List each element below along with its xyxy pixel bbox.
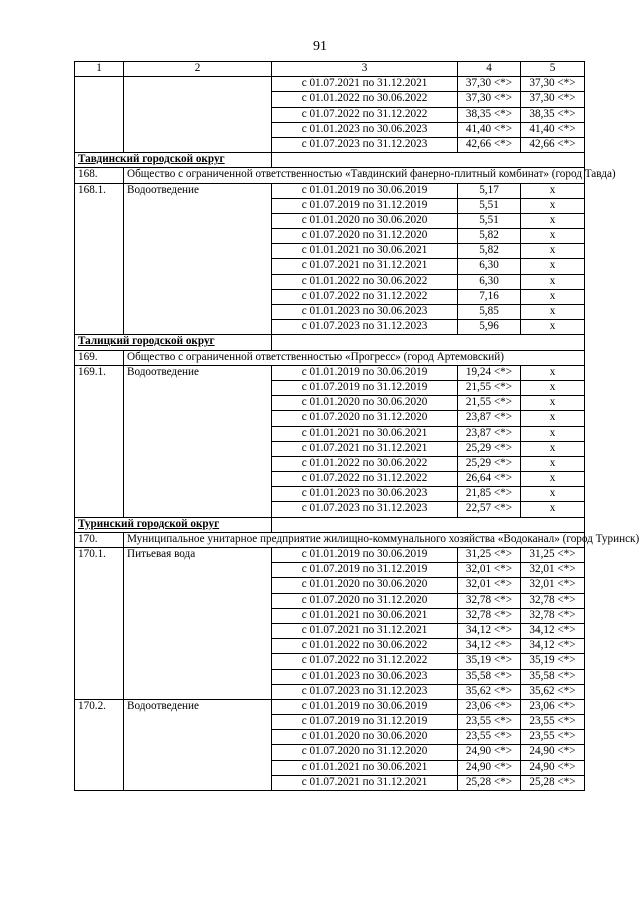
rate-cell: 25,29 <*> xyxy=(458,441,521,456)
rate-cell: 21,85 <*> xyxy=(458,487,521,502)
rate-vat-cell: x xyxy=(521,456,585,471)
rate-vat-cell: 24,90 <*> xyxy=(521,760,585,775)
period-cell: с 01.07.2019 по 31.12.2019 xyxy=(272,563,458,578)
period-cell: с 01.01.2023 по 30.06.2023 xyxy=(272,487,458,502)
period-cell: с 01.01.2019 по 30.06.2019 xyxy=(272,699,458,714)
rate-vat-cell: 42,66 <*> xyxy=(521,137,585,152)
tariff-row xyxy=(75,77,585,92)
service-number: 168.1. xyxy=(75,183,124,335)
period-cell: с 01.01.2020 по 30.06.2020 xyxy=(272,578,458,593)
rate-cell: 26,64 <*> xyxy=(458,472,521,487)
period-cell: с 01.01.2019 по 30.06.2019 xyxy=(272,365,458,380)
header-cell: 4 xyxy=(458,62,521,77)
rate-vat-cell: x xyxy=(521,426,585,441)
rate-vat-cell: x xyxy=(521,274,585,289)
region-name: Тавдинский городской округ xyxy=(75,153,272,168)
region-row xyxy=(75,153,585,168)
period-cell: с 01.07.2021 по 31.12.2021 xyxy=(272,441,458,456)
rate-cell: 23,87 <*> xyxy=(458,426,521,441)
region-name: Туринский городской округ xyxy=(75,517,272,532)
rate-cell: 21,55 <*> xyxy=(458,396,521,411)
period-cell: с 01.07.2021 по 31.12.2021 xyxy=(272,623,458,638)
rate-cell: 23,55 <*> xyxy=(458,715,521,730)
rate-cell: 6,30 xyxy=(458,274,521,289)
period-cell: с 01.07.2023 по 31.12.2023 xyxy=(272,320,458,335)
rate-vat-cell: 25,28 <*> xyxy=(521,775,585,790)
rate-vat-cell: 37,30 <*> xyxy=(521,92,585,107)
period-cell: с 01.01.2019 по 30.06.2019 xyxy=(272,548,458,563)
region-row xyxy=(75,335,585,350)
rate-cell: 32,01 <*> xyxy=(458,563,521,578)
organization-row xyxy=(75,350,585,365)
period-cell: с 01.01.2021 по 30.06.2021 xyxy=(272,244,458,259)
rate-cell: 21,55 <*> xyxy=(458,380,521,395)
period-cell: с 01.07.2021 по 31.12.2021 xyxy=(272,775,458,790)
organization-name: Муниципальное унитарное предприятие жилищно-коммунального хозяйства «Водоканал» (город Туринск) xyxy=(124,532,585,547)
page-number: 91 xyxy=(313,39,327,54)
rate-vat-cell: x xyxy=(521,487,585,502)
service-name: Питьевая вода xyxy=(124,548,272,700)
tariff-row xyxy=(75,365,585,380)
organization-name: Общество с ограниченной ответственностью «Тавдинский фанерно-плитный комбинат» (город Тавда) xyxy=(124,168,585,183)
period-cell: с 01.07.2019 по 31.12.2019 xyxy=(272,198,458,213)
period-cell: с 01.07.2022 по 31.12.2022 xyxy=(272,472,458,487)
rate-cell: 38,35 <*> xyxy=(458,107,521,122)
service-block xyxy=(75,548,585,700)
rate-cell: 31,25 <*> xyxy=(458,548,521,563)
rate-cell: 42,66 <*> xyxy=(458,137,521,152)
period-cell: с 01.07.2021 по 31.12.2021 xyxy=(272,259,458,274)
service-block xyxy=(75,183,585,335)
service-number xyxy=(75,77,124,153)
rate-vat-cell: 23,55 <*> xyxy=(521,730,585,745)
period-cell: с 01.07.2020 по 31.12.2020 xyxy=(272,411,458,426)
period-cell: с 01.01.2020 по 30.06.2020 xyxy=(272,213,458,228)
rate-cell: 19,24 <*> xyxy=(458,365,521,380)
service-number: 170.2. xyxy=(75,699,124,790)
period-cell: с 01.01.2022 по 30.06.2022 xyxy=(272,639,458,654)
continuation-block xyxy=(75,77,585,153)
organization-row xyxy=(75,168,585,183)
rate-vat-cell: x xyxy=(521,320,585,335)
period-cell: с 01.01.2020 по 30.06.2020 xyxy=(272,730,458,745)
rate-vat-cell: x xyxy=(521,183,585,198)
period-cell: с 01.07.2022 по 31.12.2022 xyxy=(272,107,458,122)
rate-cell: 32,01 <*> xyxy=(458,578,521,593)
rate-vat-cell: 35,58 <*> xyxy=(521,669,585,684)
rate-cell: 37,30 <*> xyxy=(458,92,521,107)
region-row xyxy=(75,517,585,532)
period-cell: с 01.07.2021 по 31.12.2021 xyxy=(272,77,458,92)
period-cell: с 01.07.2020 по 31.12.2020 xyxy=(272,229,458,244)
rate-cell: 6,30 xyxy=(458,259,521,274)
rate-vat-cell: x xyxy=(521,244,585,259)
tariff-row xyxy=(75,699,585,714)
rate-vat-cell: 32,78 <*> xyxy=(521,608,585,623)
period-cell: с 01.07.2023 по 31.12.2023 xyxy=(272,684,458,699)
organization-number: 168. xyxy=(75,168,124,183)
organization-number: 169. xyxy=(75,350,124,365)
rate-vat-cell: 32,78 <*> xyxy=(521,593,585,608)
service-number: 170.1. xyxy=(75,548,124,700)
period-cell: с 01.01.2019 по 30.06.2019 xyxy=(272,183,458,198)
period-cell: с 01.07.2019 по 31.12.2019 xyxy=(272,380,458,395)
tariff-row xyxy=(75,183,585,198)
rate-vat-cell: 38,35 <*> xyxy=(521,107,585,122)
rate-cell: 32,78 <*> xyxy=(458,608,521,623)
tariff-row xyxy=(75,548,585,563)
rate-cell: 41,40 <*> xyxy=(458,122,521,137)
period-cell: с 01.01.2023 по 30.06.2023 xyxy=(272,305,458,320)
service-name: Водоотведение xyxy=(124,183,272,335)
rate-vat-cell: 32,01 <*> xyxy=(521,563,585,578)
rate-vat-cell: x xyxy=(521,305,585,320)
rate-vat-cell: 23,55 <*> xyxy=(521,715,585,730)
rate-cell: 37,30 <*> xyxy=(458,77,521,92)
rate-vat-cell: x xyxy=(521,502,585,517)
rate-cell: 24,90 <*> xyxy=(458,760,521,775)
period-cell: с 01.01.2023 по 30.06.2023 xyxy=(272,122,458,137)
rate-vat-cell: x xyxy=(521,213,585,228)
period-cell: с 01.07.2020 по 31.12.2020 xyxy=(272,745,458,760)
rate-cell: 23,55 <*> xyxy=(458,730,521,745)
rate-cell: 35,62 <*> xyxy=(458,684,521,699)
rate-cell: 23,87 <*> xyxy=(458,411,521,426)
rate-cell: 25,28 <*> xyxy=(458,775,521,790)
period-cell: с 01.01.2021 по 30.06.2021 xyxy=(272,608,458,623)
rate-vat-cell: x xyxy=(521,472,585,487)
tariff-table xyxy=(74,61,640,791)
rate-vat-cell: x xyxy=(521,289,585,304)
rate-vat-cell: x xyxy=(521,441,585,456)
header-cell: 2 xyxy=(124,62,272,77)
rate-vat-cell: 24,90 <*> xyxy=(521,745,585,760)
rate-vat-cell: x xyxy=(521,411,585,426)
service-name: Водоотведение xyxy=(124,699,272,790)
period-cell: с 01.07.2019 по 31.12.2019 xyxy=(272,715,458,730)
rate-cell: 5,96 xyxy=(458,320,521,335)
service-name: Водоотведение xyxy=(124,365,272,517)
period-cell: с 01.01.2022 по 30.06.2022 xyxy=(272,456,458,471)
rate-vat-cell: x xyxy=(521,365,585,380)
header-row xyxy=(75,62,585,77)
rate-cell: 24,90 <*> xyxy=(458,745,521,760)
rate-cell: 5,82 xyxy=(458,229,521,244)
region-name: Талицкий городской округ xyxy=(75,335,272,350)
rate-vat-cell: 35,62 <*> xyxy=(521,684,585,699)
header-cell: 1 xyxy=(75,62,124,77)
rate-vat-cell: 41,40 <*> xyxy=(521,122,585,137)
period-cell: с 01.07.2023 по 31.12.2023 xyxy=(272,502,458,517)
period-cell: с 01.01.2022 по 30.06.2022 xyxy=(272,92,458,107)
rate-vat-cell: 32,01 <*> xyxy=(521,578,585,593)
rate-cell: 7,16 xyxy=(458,289,521,304)
service-block xyxy=(75,699,585,790)
period-cell: с 01.07.2020 по 31.12.2020 xyxy=(272,593,458,608)
rate-vat-cell: x xyxy=(521,396,585,411)
rate-cell: 23,06 <*> xyxy=(458,699,521,714)
rate-vat-cell: 23,06 <*> xyxy=(521,699,585,714)
header-cell: 5 xyxy=(521,62,585,77)
rate-vat-cell: 31,25 <*> xyxy=(521,548,585,563)
rate-cell: 5,85 xyxy=(458,305,521,320)
period-cell: с 01.01.2020 по 30.06.2020 xyxy=(272,396,458,411)
period-cell: с 01.07.2022 по 31.12.2022 xyxy=(272,654,458,669)
rate-vat-cell: 37,30 <*> xyxy=(521,77,585,92)
rate-cell: 22,57 <*> xyxy=(458,502,521,517)
rate-cell: 5,51 xyxy=(458,198,521,213)
rate-vat-cell: 35,19 <*> xyxy=(521,654,585,669)
rate-vat-cell: 34,12 <*> xyxy=(521,639,585,654)
period-cell: с 01.01.2021 по 30.06.2021 xyxy=(272,760,458,775)
service-number: 169.1. xyxy=(75,365,124,517)
rate-vat-cell: x xyxy=(521,229,585,244)
rate-vat-cell: 34,12 <*> xyxy=(521,623,585,638)
organization-row xyxy=(75,532,585,547)
rate-cell: 25,29 <*> xyxy=(458,456,521,471)
period-cell: с 01.07.2023 по 31.12.2023 xyxy=(272,137,458,152)
service-block xyxy=(75,365,585,517)
header-cell: 3 xyxy=(272,62,458,77)
period-cell: с 01.01.2021 по 30.06.2021 xyxy=(272,426,458,441)
service-name xyxy=(124,77,272,153)
period-cell: с 01.01.2022 по 30.06.2022 xyxy=(272,274,458,289)
rate-cell: 5,17 xyxy=(458,183,521,198)
rate-cell: 34,12 <*> xyxy=(458,623,521,638)
organization-number: 170. xyxy=(75,532,124,547)
rate-cell: 34,12 <*> xyxy=(458,639,521,654)
rate-cell: 5,82 xyxy=(458,244,521,259)
period-cell: с 01.07.2022 по 31.12.2022 xyxy=(272,289,458,304)
organization-name: Общество с ограниченной ответственностью «Прогресс» (город Артемовский) xyxy=(124,350,585,365)
rate-vat-cell: x xyxy=(521,259,585,274)
rate-vat-cell: x xyxy=(521,198,585,213)
rate-cell: 32,78 <*> xyxy=(458,593,521,608)
period-cell: с 01.01.2023 по 30.06.2023 xyxy=(272,669,458,684)
rate-cell: 35,58 <*> xyxy=(458,669,521,684)
rate-cell: 35,19 <*> xyxy=(458,654,521,669)
rate-cell: 5,51 xyxy=(458,213,521,228)
rate-vat-cell: x xyxy=(521,380,585,395)
